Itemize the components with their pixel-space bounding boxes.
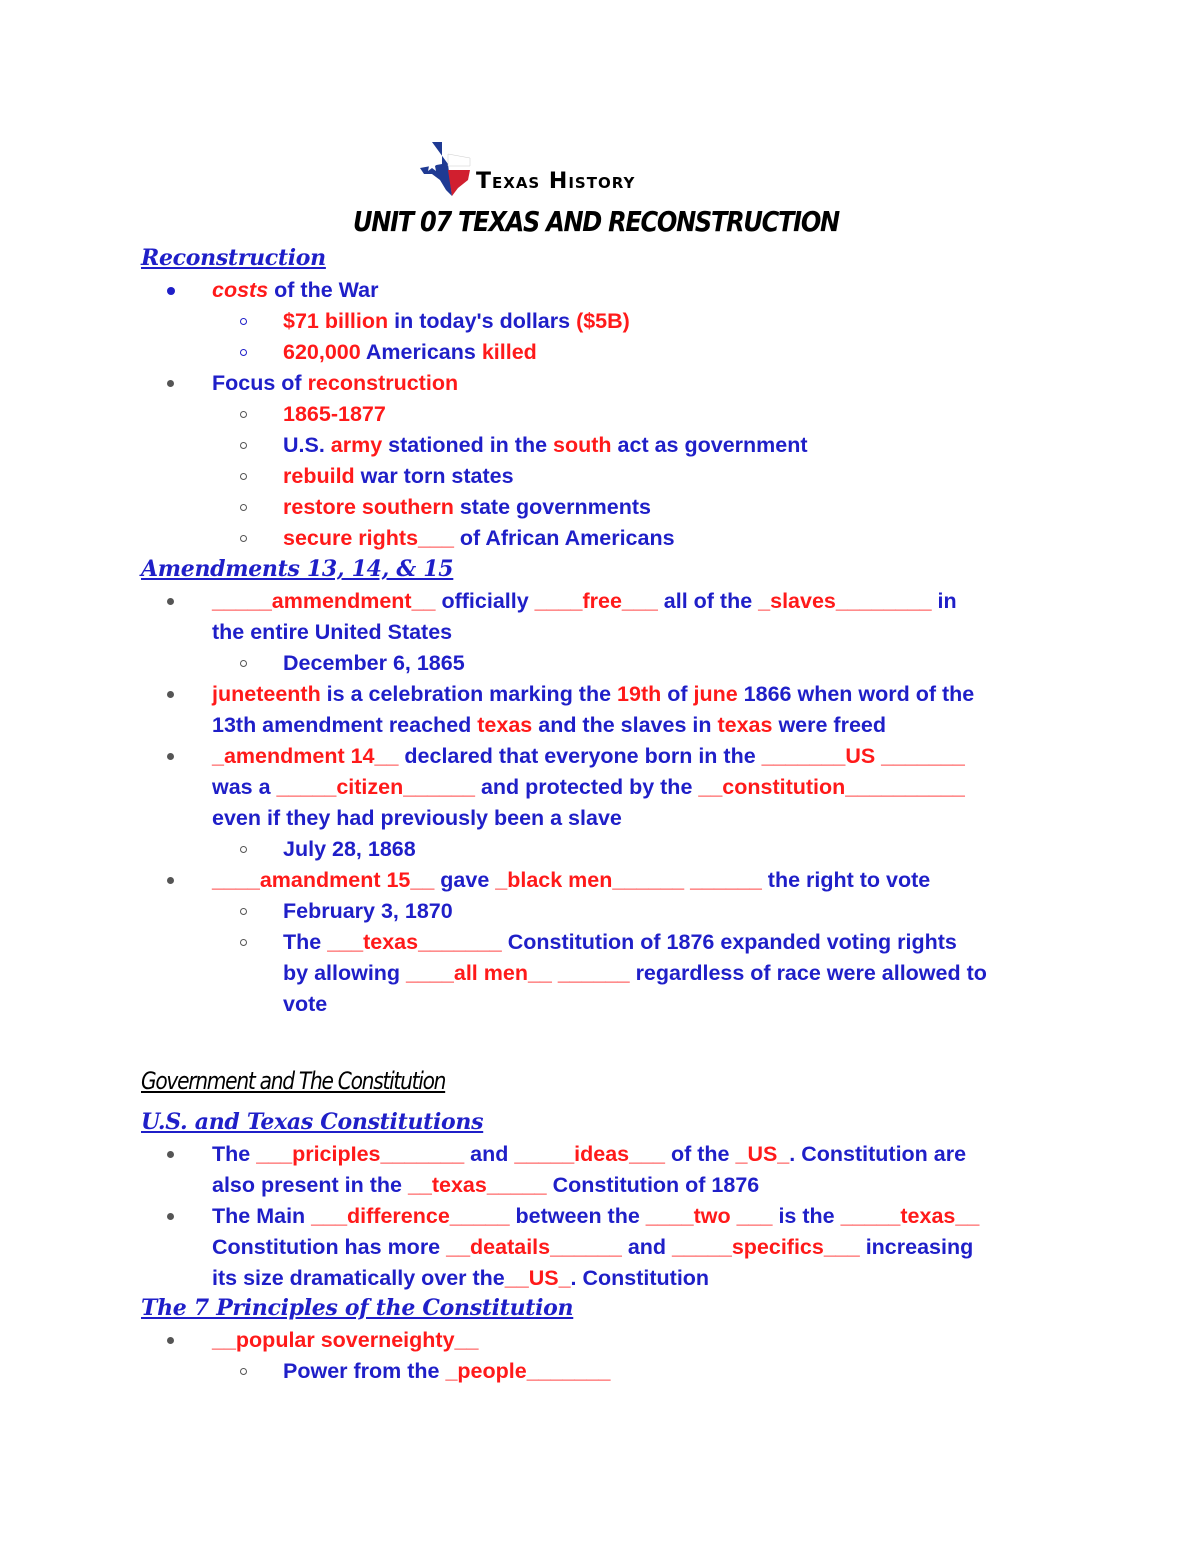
list-item: restore southern state governments <box>283 495 652 519</box>
list-item-cont: 13th amendment reached texas and the slaves in texas were freed <box>212 713 887 737</box>
bullet-icon <box>240 492 247 523</box>
list-item-cont: the entire United States <box>212 620 453 644</box>
list-item: 620,000 Americans killed <box>283 340 537 364</box>
course-title: Texas History <box>476 169 636 194</box>
bullet-icon <box>240 306 247 337</box>
section-constitutions: U.S. and Texas Constitutions <box>141 1109 484 1135</box>
bullet-icon <box>167 865 174 896</box>
list-item-cont: by allowing ____all men__ ______ regardless of race were allowed to <box>283 961 987 985</box>
section-reconstruction: Reconstruction <box>141 245 326 271</box>
bullet-icon <box>240 430 247 461</box>
bullet-icon <box>240 461 247 492</box>
texas-flag-icon <box>418 140 474 196</box>
list-item: U.S. army stationed in the south act as government <box>283 433 808 457</box>
bullet-icon <box>167 586 174 617</box>
section-principles: The 7 Principles of the Constitution <box>141 1295 574 1321</box>
list-item-cont: also present in the __texas_____ Constitution of 1876 <box>212 1173 760 1197</box>
list-item: February 3, 1870 <box>283 899 453 923</box>
list-item: _amendment 14__ declared that everyone born in the _______US _______ <box>212 744 965 768</box>
unit-title: UNIT 07 TEXAS AND RECONSTRUCTION <box>352 205 839 238</box>
list-item-cont: vote <box>283 992 328 1016</box>
list-item: _____ammendment__ officially ____free___ all of the _slaves________ in <box>212 589 957 613</box>
bullet-icon <box>167 368 174 399</box>
bullet-icon <box>167 1325 174 1356</box>
list-item: $71 billion in today's dollars ($5B) <box>283 309 630 333</box>
bullet-icon <box>240 399 247 430</box>
list-item-cont: its size dramatically over the__US_. Constitution <box>212 1266 710 1290</box>
list-item: The ___pricipIes_______ and _____ideas___ of the _US_. Constitution are <box>212 1142 967 1166</box>
list-item: __popular soverneighty__ <box>212 1328 479 1352</box>
list-item: juneteenth is a celebration marking the 19th of june 1866 when word of the <box>212 682 975 706</box>
list-item: Power from the _people_______ <box>283 1359 611 1383</box>
section-amendments: Amendments 13, 14, & 15 <box>141 556 454 582</box>
bullet-icon <box>167 1201 174 1232</box>
list-item: costs of the War <box>212 278 379 302</box>
bullet-icon <box>240 1356 247 1387</box>
list-item: Focus of reconstruction <box>212 371 459 395</box>
bullet-icon <box>167 275 175 306</box>
list-item-cont: Constitution has more __deatails______ and _____specifics___ increasing <box>212 1235 974 1259</box>
bullet-icon <box>240 523 247 554</box>
list-item: rebuild war torn states <box>283 464 514 488</box>
list-item: 1865-1877 <box>283 402 386 426</box>
list-item-cont: even if they had previously been a slave <box>212 806 622 830</box>
bullet-icon <box>240 337 247 368</box>
list-item: July 28, 1868 <box>283 837 416 861</box>
list-item: ____amandment 15__ gave _black men______ ______ the right to vote <box>212 868 931 892</box>
list-item: The ___texas_______ Constitution of 1876 expanded voting rights <box>283 930 957 954</box>
bullet-icon <box>240 927 247 958</box>
bullet-icon <box>240 896 247 927</box>
list-item-cont: was a _____citizen______ and protected by the __constitution__________ <box>212 775 965 799</box>
list-item: secure rights___ of African Americans <box>283 526 675 550</box>
section-government: Government and The Constitution <box>141 1067 446 1095</box>
list-item: The Main ___difference_____ between the ____two ___ is the _____texas__ <box>212 1204 980 1228</box>
bullet-icon <box>240 648 247 679</box>
list-item: December 6, 1865 <box>283 651 465 675</box>
bullet-icon <box>167 741 174 772</box>
bullet-icon <box>167 679 174 710</box>
header <box>418 140 718 196</box>
bullet-icon <box>240 834 247 865</box>
bullet-icon <box>167 1139 174 1170</box>
